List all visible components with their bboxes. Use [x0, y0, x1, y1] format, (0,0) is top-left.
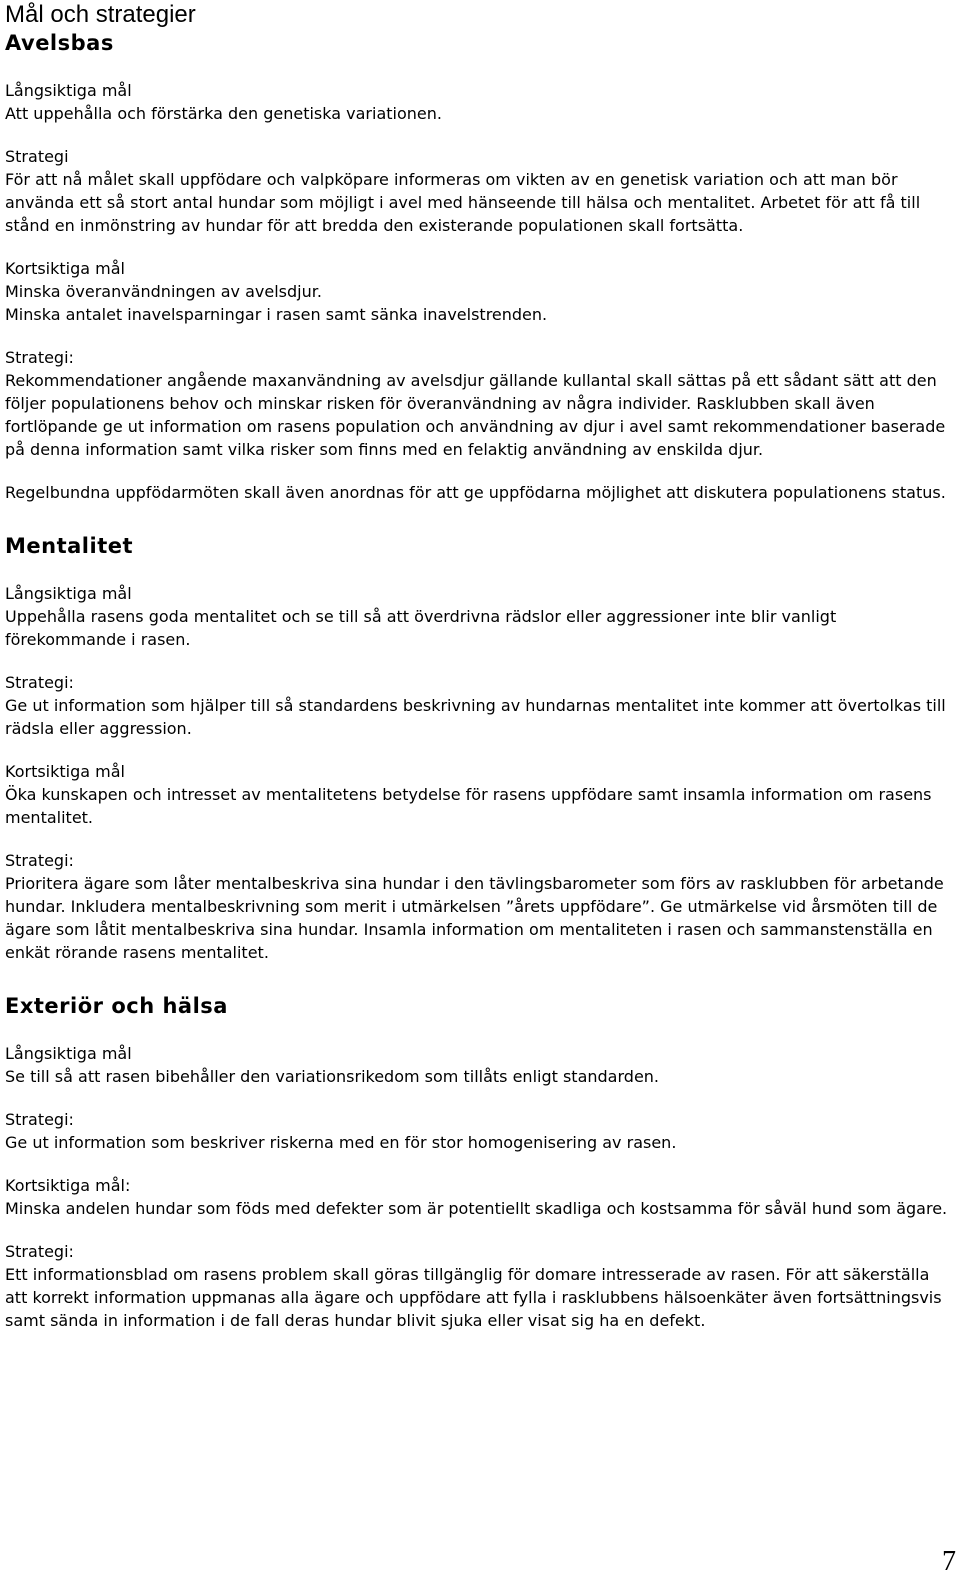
- breeder-meeting-text: Regelbundna uppfödarmöten skall även anordnas för att ge uppfödarna möjlighet att diskutera populationens status.: [5, 483, 946, 502]
- page-title: Mål och strategier: [5, 1, 196, 28]
- strategy-block: [5, 671, 950, 740]
- strategy-label: Strategi: [5, 147, 69, 166]
- long-term-goal-text: Att uppehålla och förstärka den genetiska variationen.: [5, 104, 442, 123]
- short-term-goal-label: Kortsiktiga mål: [5, 762, 125, 781]
- long-term-goal-label: Långsiktiga mål: [5, 1044, 132, 1063]
- short-term-goal-block: [5, 760, 950, 829]
- short-term-goal-label: Kortsiktiga mål: [5, 259, 125, 278]
- section-heading-exterior-health: Exteriör och hälsa: [5, 994, 228, 1018]
- strategy-text: Ett informationsblad om rasens problem skall göras tillgänglig för domare intresserade av rasen. För att säkerställa att korrekt information uppmanas alla ägare och uppfödare att fylla i rasklubbens hälsoenkäter även fortsättningsvis samt sända in information i de fall deras hundar blivit sjuka eller visat sig ha en defekt.: [5, 1265, 942, 1330]
- page-number: 7: [942, 1546, 956, 1577]
- strategy-label: Strategi:: [5, 1110, 74, 1129]
- section-heading-avelsbas: Avelsbas: [5, 31, 114, 55]
- strategy-text: Ge ut information som hjälper till så standardens beskrivning av hundarnas mentalitet inte kommer att övertolkas till rädsla eller aggression.: [5, 696, 946, 738]
- section-mentalitet: [5, 532, 950, 964]
- section-exterior-health: [5, 992, 950, 1332]
- document-page: [5, 0, 950, 1352]
- strategy-text: Rekommendationer angående maxanvändning av avelsdjur gällande kullantal skall sättas på ett sådant sätt att den följer populationens behov och minskar risken för överanvändning av några individer. Rasklubben skall även fortlöpande ge ut information om rasens population och användning av djur i avel samt rekommendationer baserade på denna information samt vilka risker som finns med en felaktig användning av enskilda djur.: [5, 371, 946, 459]
- strategy-block: [5, 145, 950, 237]
- long-term-goal-text: Uppehålla rasens goda mentalitet och se till så att överdrivna rädslor eller aggressioner inte blir vanligt förekommande i rasen.: [5, 607, 837, 649]
- short-term-goal-block: [5, 1174, 950, 1220]
- section-heading-mentalitet: Mentalitet: [5, 534, 134, 558]
- strategy-block: [5, 346, 950, 461]
- long-term-goal-block: [5, 1042, 950, 1088]
- strategy-block: [5, 1108, 950, 1154]
- section-avelsbas: [5, 29, 950, 504]
- short-term-goal-text: Minska andelen hundar som föds med defekter som är potentiellt skadliga och kostsamma för såväl hund som ägare.: [5, 1199, 948, 1218]
- strategy-text: För att nå målet skall uppfödare och valpköpare informeras om vikten av en genetisk variation och att man bör använda ett så stort antal hundar som möjligt i avel med hänseende till hälsa och mentalitet. Arbetet för att få till stånd en inmönstring av hundar för att bredda den existerande populationen skall fortsätta.: [5, 170, 921, 235]
- long-term-goal-label: Långsiktiga mål: [5, 584, 132, 603]
- strategy-block: [5, 849, 950, 964]
- strategy-text: Ge ut information som beskriver riskerna med en för stor homogenisering av rasen.: [5, 1133, 677, 1152]
- strategy-label: Strategi:: [5, 851, 74, 870]
- breeder-meeting-block: [5, 481, 950, 504]
- strategy-label: Strategi:: [5, 673, 74, 692]
- strategy-block: [5, 1240, 950, 1332]
- strategy-label: Strategi:: [5, 1242, 74, 1261]
- long-term-goal-text: Se till så att rasen bibehåller den variationsrikedom som tillåts enligt standarden.: [5, 1067, 660, 1086]
- short-term-goal-block: [5, 257, 950, 326]
- short-term-goal-text: Öka kunskapen och intresset av mentalitetens betydelse för rasens uppfödare samt insamla information om rasens mentalitet.: [5, 785, 932, 827]
- strategy-label: Strategi:: [5, 348, 74, 367]
- strategy-text: Prioritera ägare som låter mentalbeskriva sina hundar i den tävlingsbarometer som förs av rasklubben för arbetande hundar. Inkludera mentalbeskrivning som merit i utmärkelsen ”årets uppfödare”. Ge utmärkelse vid årsmöten till de ägare som låtit mentalbeskriva sina hundar. Insamla information om mentaliteten i rasen och sammanstenställa en enkät rörande rasens mentalitet.: [5, 874, 944, 962]
- short-term-goal-label: Kortsiktiga mål:: [5, 1176, 131, 1195]
- long-term-goal-label: Långsiktiga mål: [5, 81, 132, 100]
- short-term-goal-line: Minska antalet inavelsparningar i rasen samt sänka inavelstrenden.: [5, 305, 548, 324]
- long-term-goal-block: [5, 79, 950, 125]
- short-term-goal-line: Minska överanvändningen av avelsdjur.: [5, 282, 322, 301]
- long-term-goal-block: [5, 582, 950, 651]
